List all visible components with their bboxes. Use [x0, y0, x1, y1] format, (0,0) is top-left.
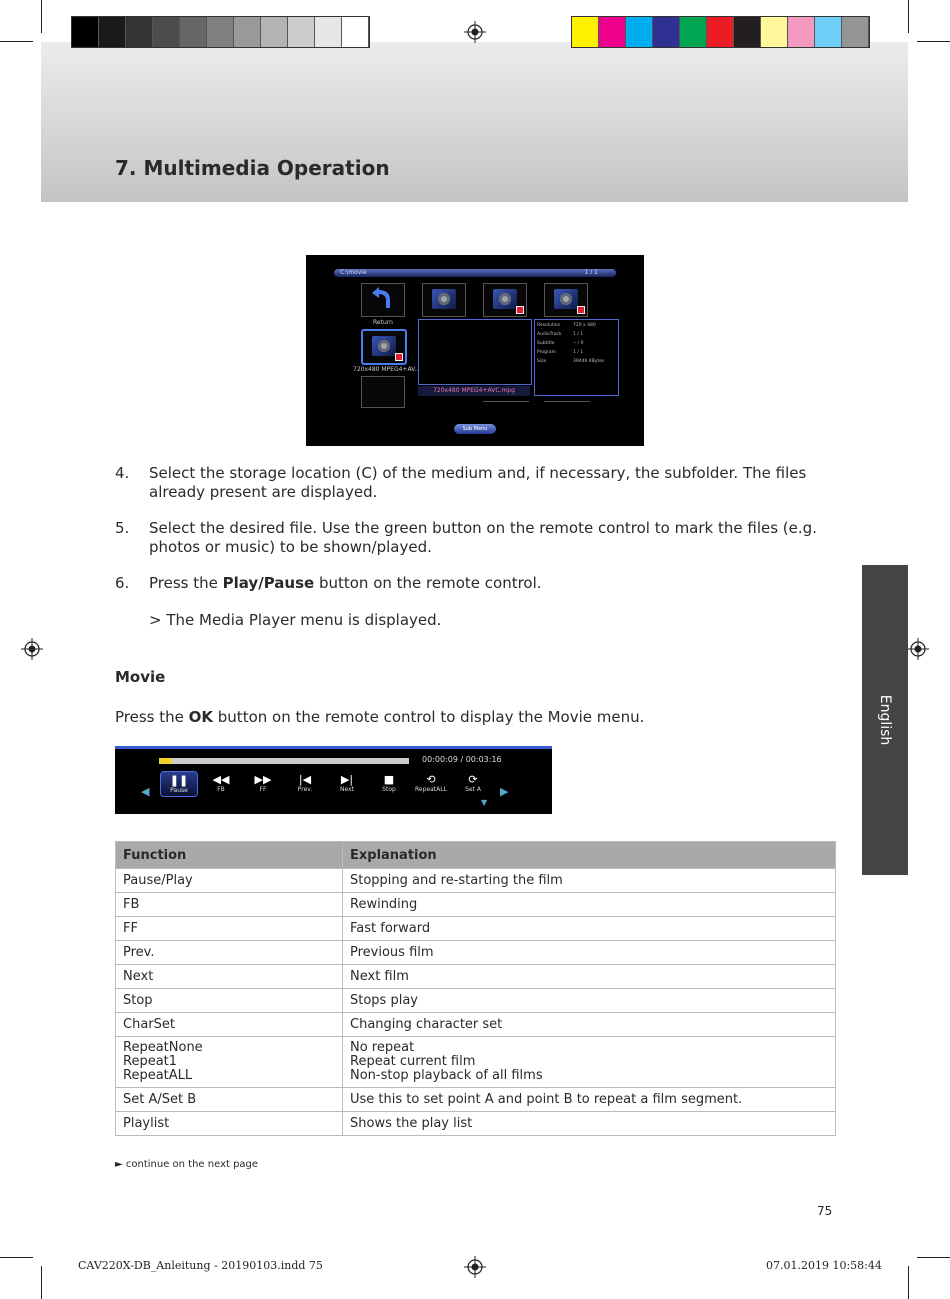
- color-swatch: [707, 17, 734, 47]
- rewind-icon: ◀◀: [212, 773, 230, 786]
- color-swatch: [842, 17, 869, 47]
- file-browser-screenshot: [306, 255, 644, 446]
- info-key: Subtitle: [537, 341, 555, 346]
- step-number: 6.: [115, 574, 130, 592]
- button-label: RepeatALL: [415, 786, 447, 793]
- color-swatch: [734, 17, 761, 47]
- explanation-cell: Stops play: [343, 989, 836, 1013]
- table-row: [116, 893, 836, 917]
- info-key: Resolution: [537, 323, 561, 328]
- info-row: [537, 359, 605, 364]
- result-text: > The Media Player menu is displayed.: [149, 611, 442, 629]
- return-arrow-icon: [362, 284, 404, 316]
- registration-mark-icon: [21, 638, 43, 660]
- movie-icon: [493, 289, 517, 309]
- table-row: [116, 869, 836, 893]
- empty-tile: [361, 376, 405, 408]
- crop-mark: [908, 1266, 909, 1299]
- explanation-cell: Shows the play list: [343, 1112, 836, 1136]
- pause-button[interactable]: [160, 771, 198, 797]
- color-swatch-bar: [571, 16, 870, 48]
- movie-player-bar-screenshot: [115, 746, 552, 814]
- crop-mark: [917, 41, 950, 42]
- movie-icon: [432, 289, 456, 309]
- ab-icon: ⟳: [468, 773, 478, 786]
- gray-swatch: [207, 17, 234, 47]
- button-label: FF: [259, 786, 267, 793]
- info-value: 720 x 480: [573, 323, 596, 328]
- info-value: -- / 0: [573, 341, 584, 346]
- footer-timestamp: 07.01.2019 10:58:44: [766, 1259, 882, 1272]
- gray-swatch: [180, 17, 207, 47]
- function-cell: Pause/Play: [116, 869, 343, 893]
- crop-mark: [0, 41, 33, 42]
- crop-mark: [41, 0, 42, 33]
- progress-fill: [159, 758, 172, 764]
- next-button[interactable]: [328, 771, 366, 797]
- page-title: 7. Multimedia Operation: [115, 156, 390, 180]
- function-cell: Next: [116, 965, 343, 989]
- mark-icon: [395, 353, 403, 361]
- color-swatch: [626, 17, 653, 47]
- explanation-cell: No repeat Repeat current film Non-stop playback of all films: [343, 1037, 836, 1088]
- crop-mark: [0, 1257, 33, 1258]
- button-label: Stop: [382, 786, 396, 793]
- table-row: [116, 941, 836, 965]
- preview-pane: [418, 319, 532, 385]
- color-swatch: [572, 17, 599, 47]
- color-swatch: [788, 17, 815, 47]
- selected-file-label: 720x480 MPEG4+AV..: [353, 366, 419, 373]
- button-label: Next: [340, 786, 354, 793]
- step-text: Select the desired file. Use the green button on the remote control to mark the files (e.g. photos or music) to be shown/played.: [149, 519, 817, 556]
- crop-mark: [41, 1266, 42, 1299]
- color-swatch: [599, 17, 626, 47]
- button-label: Prev.: [297, 786, 313, 793]
- footer-file-info: CAV220X-DB_Anleitung - 20190103.indd 75: [78, 1259, 323, 1272]
- section-heading-movie: Movie: [115, 668, 166, 686]
- prev-button[interactable]: [286, 771, 324, 797]
- explanation-cell: Use this to set point A and point B to repeat a film segment.: [343, 1088, 836, 1112]
- fast-forward-icon: ▶▶: [254, 773, 272, 786]
- page-indicator: 1 / 1: [584, 269, 598, 276]
- return-tile[interactable]: [361, 283, 405, 317]
- movie-file-tile[interactable]: [483, 283, 527, 317]
- stop-icon: ■: [383, 773, 395, 786]
- continue-note: ► continue on the next page: [115, 1159, 259, 1170]
- function-cell: Playlist: [116, 1112, 343, 1136]
- step-number: 5.: [115, 519, 130, 537]
- table-row: [116, 965, 836, 989]
- gray-swatch: [315, 17, 342, 47]
- table-row: [116, 1013, 836, 1037]
- function-cell: Stop: [116, 989, 343, 1013]
- repeatall-button[interactable]: [412, 771, 450, 797]
- step-number: 4.: [115, 464, 130, 482]
- stop-button[interactable]: [370, 771, 408, 797]
- gray-swatch: [288, 17, 315, 47]
- divider: [483, 401, 529, 402]
- gray-swatch: [99, 17, 126, 47]
- info-key: Size: [537, 359, 547, 364]
- gray-swatch-bar: [71, 16, 370, 48]
- sub-menu-button[interactable]: Sub Menu: [454, 424, 496, 434]
- step-text: Select the storage location (C) of the medium and, if necessary, the subfolder. The files already present are displayed.: [149, 464, 807, 501]
- column-header-explanation: Explanation: [343, 842, 836, 869]
- mark-icon: [516, 306, 524, 314]
- language-tab: [862, 565, 908, 875]
- pause-icon: ❚❚: [169, 774, 189, 787]
- color-swatch: [761, 17, 788, 47]
- path-label: C:\movie: [340, 269, 367, 276]
- info-row: [537, 341, 584, 346]
- explanation-cell: Rewinding: [343, 893, 836, 917]
- explanation-cell: Previous film: [343, 941, 836, 965]
- info-row: [537, 332, 584, 337]
- function-cell: CharSet: [116, 1013, 343, 1037]
- page-number: 75: [817, 1204, 833, 1218]
- folder-tile[interactable]: [422, 283, 466, 317]
- info-value: 1 / 1: [573, 332, 584, 337]
- info-row: [537, 323, 596, 328]
- preview-caption: 720x480 MPEG4+AVC.mpg: [418, 386, 530, 396]
- explanation-cell: Fast forward: [343, 917, 836, 941]
- down-arrow-icon[interactable]: ▼: [481, 798, 488, 807]
- info-key: AudioTrack: [537, 332, 562, 337]
- left-arrow-icon[interactable]: ◀: [141, 785, 150, 798]
- gray-swatch: [234, 17, 261, 47]
- color-swatch: [815, 17, 842, 47]
- crop-mark: [908, 0, 909, 33]
- mark-icon: [577, 306, 585, 314]
- function-table: [115, 841, 836, 1136]
- function-cell: RepeatNone Repeat1 RepeatALL: [116, 1037, 343, 1088]
- function-cell: FB: [116, 893, 343, 917]
- table-row: [116, 989, 836, 1013]
- set-a-button[interactable]: [454, 771, 492, 797]
- gray-swatch: [72, 17, 99, 47]
- progress-bar[interactable]: [159, 758, 409, 764]
- button-label: Pause: [170, 787, 188, 794]
- table-row: [116, 1088, 836, 1112]
- explanation-cell: Changing character set: [343, 1013, 836, 1037]
- path-bar: [334, 269, 616, 277]
- table-header-row: [116, 842, 836, 869]
- movie-file-tile[interactable]: [544, 283, 588, 317]
- registration-mark-icon: [907, 638, 929, 660]
- step-text: Press the Play/Pause button on the remote control.: [149, 574, 542, 592]
- skip-forward-icon: ▶|: [340, 773, 354, 786]
- table-row: [116, 1112, 836, 1136]
- registration-mark-icon: [464, 21, 486, 43]
- info-row: [537, 350, 584, 355]
- function-cell: FF: [116, 917, 343, 941]
- button-label: Set A: [465, 786, 481, 793]
- registration-mark-icon: [464, 1256, 486, 1278]
- color-swatch: [680, 17, 707, 47]
- gray-swatch: [126, 17, 153, 47]
- function-cell: Prev.: [116, 941, 343, 965]
- table-row: [116, 917, 836, 941]
- explanation-cell: Stopping and re-starting the film: [343, 869, 836, 893]
- selected-movie-tile[interactable]: [361, 329, 407, 365]
- color-swatch: [653, 17, 680, 47]
- divider: [544, 401, 590, 402]
- gray-swatch: [261, 17, 288, 47]
- function-cell: Set A/Set B: [116, 1088, 343, 1112]
- info-value: 39446 KBytes: [573, 359, 605, 364]
- info-value: 1 / 1: [573, 350, 584, 355]
- time-readout: 00:00:09 / 00:03:16: [422, 755, 502, 764]
- fb-button[interactable]: [202, 771, 240, 797]
- ff-button[interactable]: [244, 771, 282, 797]
- crop-mark: [917, 1257, 950, 1258]
- movie-icon: [554, 289, 578, 309]
- repeat-icon: ⟲: [426, 773, 436, 786]
- table-row: [116, 1037, 836, 1088]
- movie-intro-text: Press the OK button on the remote control to display the Movie menu.: [115, 708, 645, 726]
- info-key: Program: [537, 350, 556, 355]
- gray-swatch: [153, 17, 180, 47]
- return-label: Return: [373, 319, 393, 326]
- explanation-cell: Next film: [343, 965, 836, 989]
- column-header-function: Function: [116, 842, 343, 869]
- button-label: FB: [217, 786, 225, 793]
- skip-back-icon: |◀: [298, 773, 312, 786]
- file-info-panel: [534, 319, 619, 396]
- language-tab-label: English: [877, 694, 893, 746]
- movie-icon: [372, 336, 396, 356]
- gray-swatch: [342, 17, 369, 47]
- right-arrow-icon[interactable]: ▶: [500, 785, 509, 798]
